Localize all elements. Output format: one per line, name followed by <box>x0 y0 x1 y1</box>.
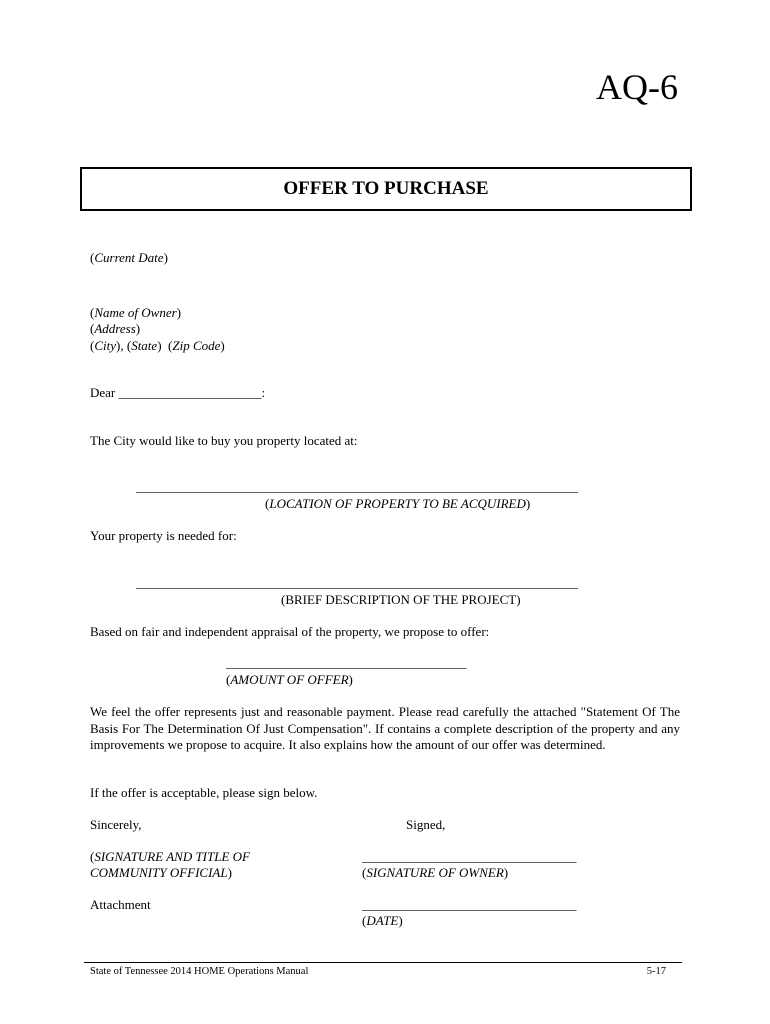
owner-name-text: Name of Owner <box>94 305 177 320</box>
intro-text: The City would like to buy you property located at: <box>90 433 358 448</box>
official-caption-line1: (SIGNATURE AND TITLE OF <box>90 849 250 864</box>
amount-caption: (AMOUNT OF OFFER) <box>226 672 353 687</box>
date-signature-line: _________________________________ <box>362 897 577 912</box>
city-text: City <box>94 338 117 353</box>
need-text: Your property is needed for: <box>90 528 237 543</box>
state-text: State <box>131 338 158 353</box>
project-blank-line: ____________________________________________________________________ <box>136 575 578 590</box>
current-date-text: Current Date <box>94 250 164 265</box>
amount-blank-line: _____________________________________ <box>226 655 467 670</box>
location-blank-line: ____________________________________________________________________ <box>136 479 578 494</box>
official-caption-text2: COMMUNITY OFFICIAL <box>90 865 228 880</box>
footer-manual-title: State of Tennessee 2014 HOME Operations Manual <box>90 966 309 977</box>
current-date-placeholder: (Current Date) <box>90 250 168 265</box>
official-caption-text1: SIGNATURE AND TITLE OF <box>94 849 250 864</box>
city-state-zip-placeholder: (City), (State) (Zip Code) <box>90 338 225 353</box>
official-caption-line2: COMMUNITY OFFICIAL) <box>90 865 232 880</box>
salutation: Dear ______________________: <box>90 385 266 400</box>
project-caption: (BRIEF DESCRIPTION OF THE PROJECT) <box>281 592 521 607</box>
compensation-paragraph: We feel the offer represents just and reasonable payment. Please read carefully the attached "Statement Of The Basis For The Determination Of Just Compensation". If contains a complete description of the property and any improvements we propose to acquire. It also explains how the amount of our offer was determined. <box>90 704 680 752</box>
closing-text: Sincerely, <box>90 817 142 832</box>
signed-text: Signed, <box>406 817 446 832</box>
owner-signature-caption-text: SIGNATURE OF OWNER <box>366 865 504 880</box>
acceptance-text: If the offer is acceptable, please sign below. <box>90 785 318 800</box>
zip-text: Zip Code <box>172 338 221 353</box>
location-caption: (LOCATION OF PROPERTY TO BE ACQUIRED) <box>265 496 531 511</box>
date-caption: (DATE) <box>362 913 403 928</box>
date-caption-text: DATE <box>366 913 399 928</box>
form-code: AQ-6 <box>596 67 678 107</box>
offer-text: Based on fair and independent appraisal of the property, we propose to offer: <box>90 624 490 639</box>
owner-signature-line: _________________________________ <box>362 849 577 864</box>
footer-page-number: 5-17 <box>646 966 666 977</box>
location-caption-text: LOCATION OF PROPERTY TO BE ACQUIRED <box>269 496 526 511</box>
owner-signature-caption: (SIGNATURE OF OWNER) <box>362 865 509 880</box>
page-title: OFFER TO PURCHASE <box>283 178 489 199</box>
address-placeholder: (Address) <box>90 321 141 336</box>
footer-divider <box>84 962 682 963</box>
title-box <box>80 167 692 211</box>
owner-name-placeholder: (Name of Owner) <box>90 305 182 320</box>
amount-caption-text: AMOUNT OF OFFER <box>230 672 349 687</box>
address-text: Address <box>94 321 136 336</box>
attachment-text: Attachment <box>90 897 151 912</box>
